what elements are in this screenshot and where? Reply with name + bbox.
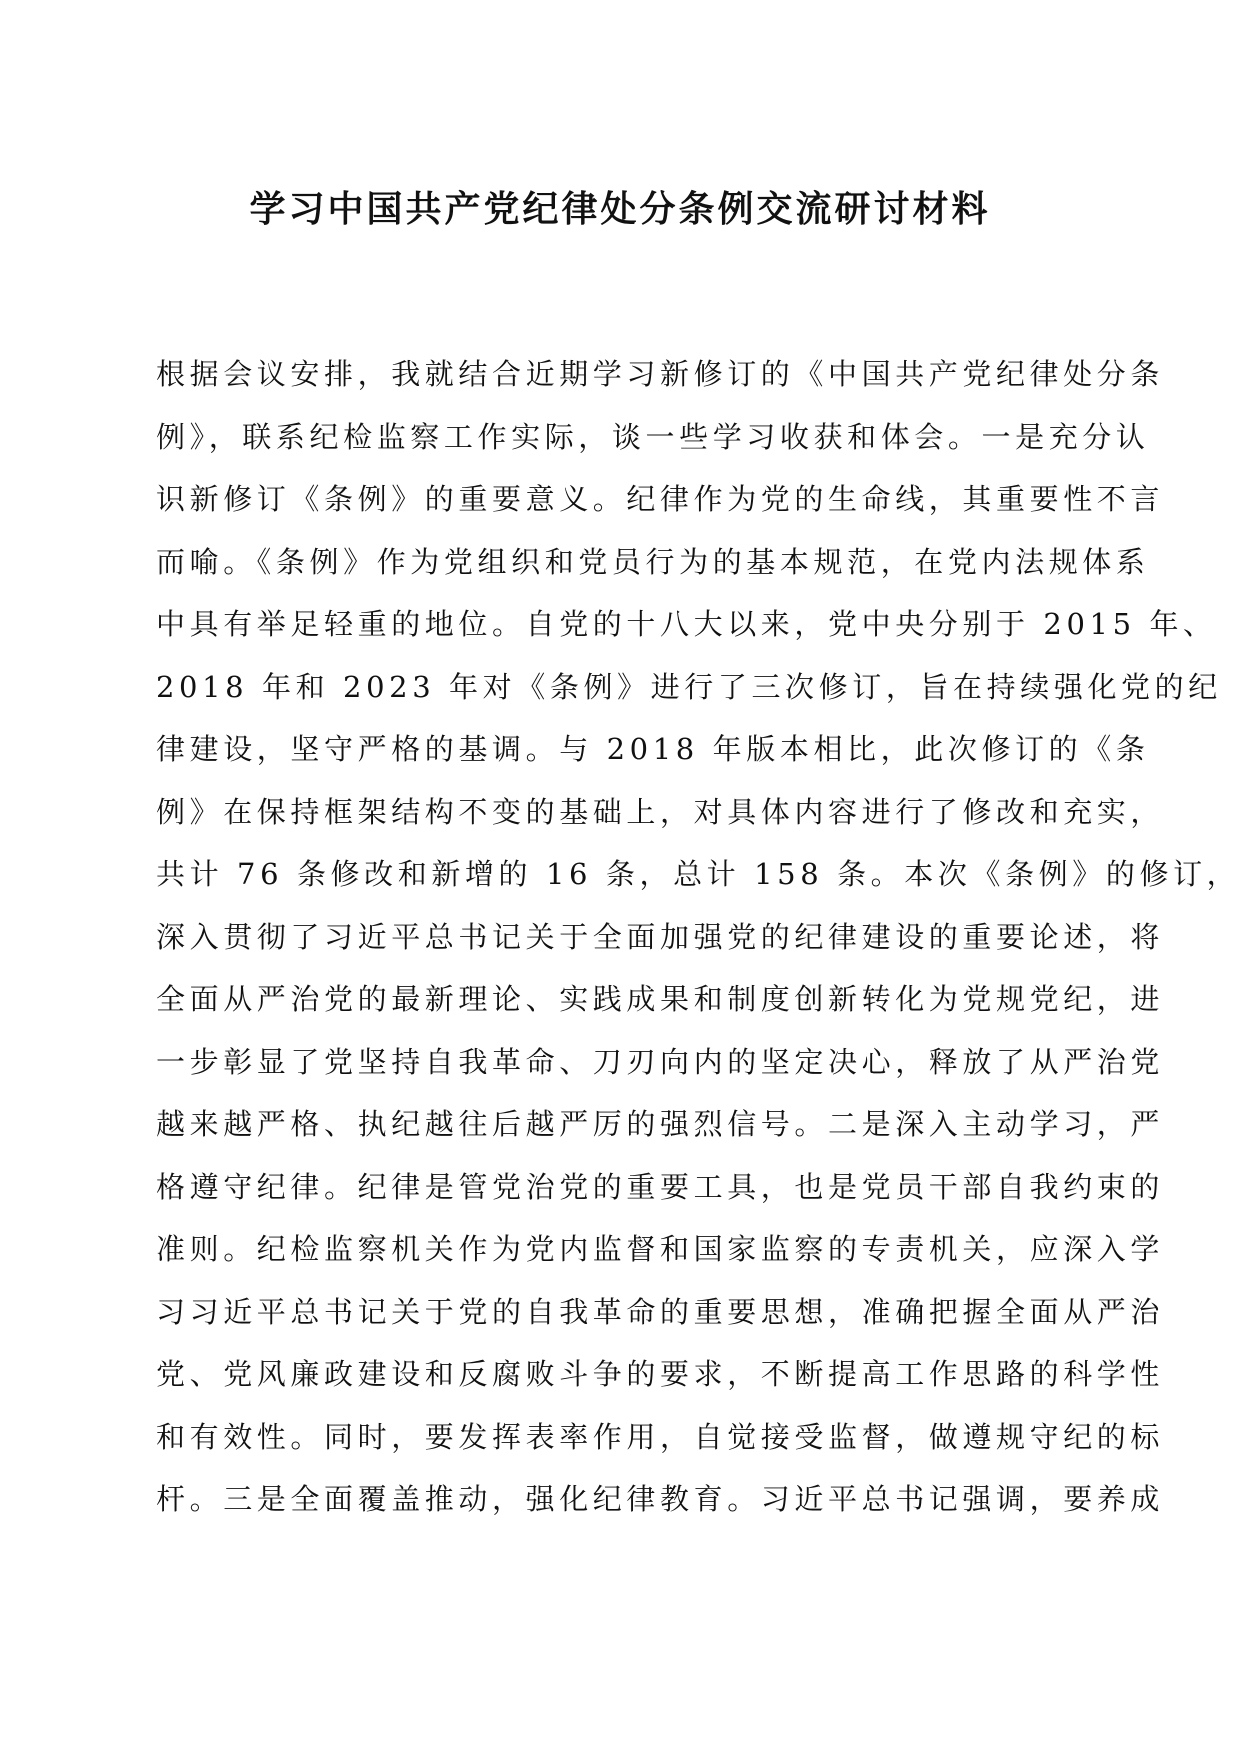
body-line: 准则。纪检监察机关作为党内监督和国家监察的专责机关，应深入学: [156, 1232, 1165, 1266]
body-line: 全面从严治党的最新理论、实践成果和制度创新转化为党规党纪，进: [156, 982, 1165, 1016]
document-body: [156, 343, 1240, 1531]
document-title: 学习中国共产党纪律处分条例交流研讨材料: [249, 189, 991, 230]
body-line: 中具有举足轻重的地位。自党的十八大以来，党中央分别于 2015 年、: [156, 607, 1217, 641]
body-line: 一步彰显了党坚持自我革命、刀刃向内的坚定决心，释放了从严治党: [156, 1044, 1165, 1079]
body-line: 根据会议安排，我就结合近期学习新修订的《中国共产党纪律处分条: [156, 357, 1165, 391]
body-line: 党、党风廉政建设和反腐败斗争的要求，不断提高工作思路的科学性: [156, 1357, 1165, 1391]
body-line: 识新修订《条例》的重要意义。纪律作为党的生命线，其重要性不言: [156, 482, 1165, 516]
body-line: 律建设，坚守严格的基调。与 2018 年版本相比，此次修订的《条: [156, 732, 1150, 766]
body-line: 格遵守纪律。纪律是管党治党的重要工具，也是党员干部自我约束的: [156, 1169, 1165, 1204]
body-line: 2018 年和 2023 年对《条例》进行了三次修订，旨在持续强化党的纪: [156, 669, 1222, 704]
body-line: 和有效性。同时，要发挥表率作用，自觉接受监督，做遵规守纪的标: [156, 1419, 1165, 1454]
body-line: 越来越严格、执纪越往后越严厉的强烈信号。二是深入主动学习，严: [156, 1107, 1165, 1141]
body-line: 而喻。《条例》作为党组织和党员行为的基本规范，在党内法规体系: [156, 544, 1150, 579]
body-line: 例》，联系纪检监察工作实际，谈一些学习收获和体会。一是充分认: [156, 419, 1150, 454]
body-line: 深入贯彻了习近平总书记关于全面加强党的纪律建设的重要论述，将: [156, 919, 1165, 954]
body-line: 例》在保持框架结构不变的基础上，对具体内容进行了修改和充实，: [156, 794, 1165, 829]
body-line: 共计 76 条修改和新增的 16 条，总计 158 条。本次《条例》的修订，: [156, 857, 1240, 891]
body-line: 习习近平总书记关于党的自我革命的重要思想，准确把握全面从严治: [156, 1294, 1165, 1329]
body-line: 杆。三是全面覆盖推动，强化纪律教育。习近平总书记强调，要养成: [156, 1482, 1165, 1516]
